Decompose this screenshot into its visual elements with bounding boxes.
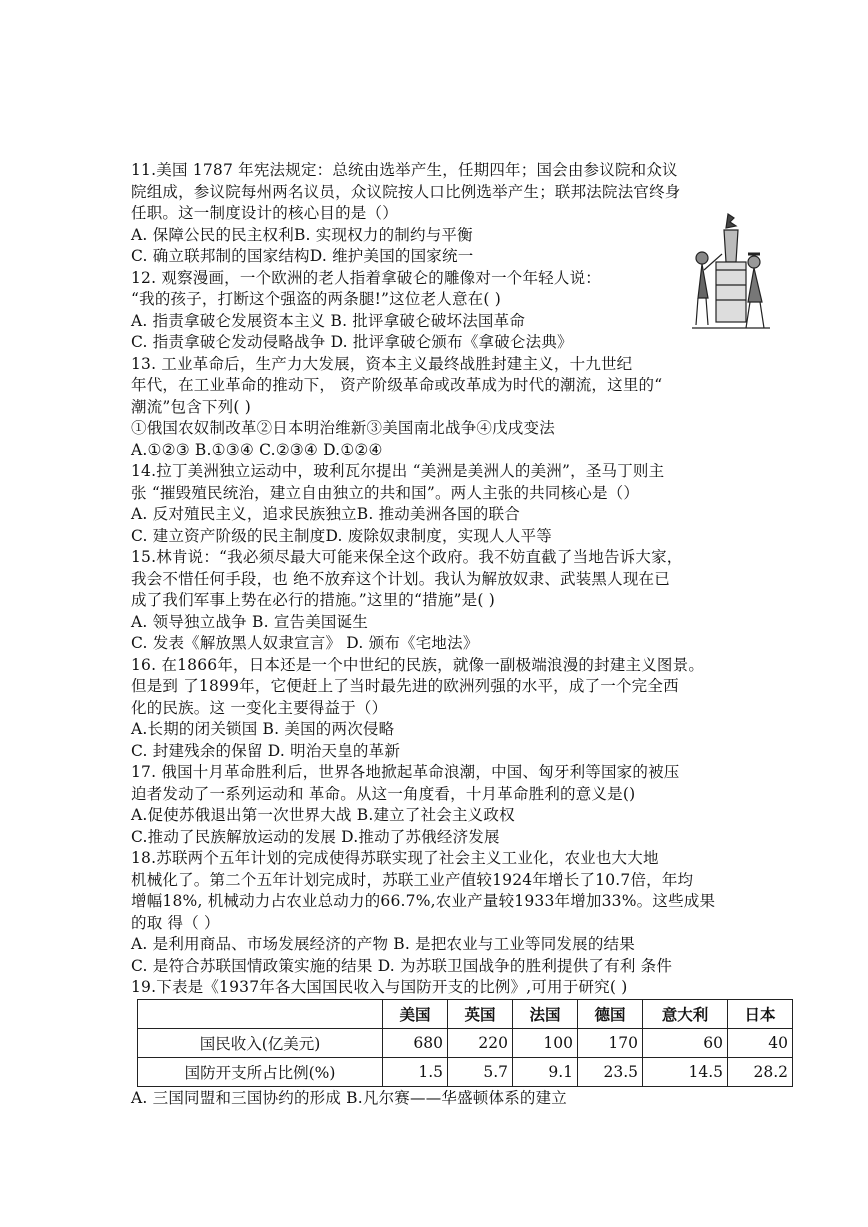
text-line: 18.苏联两个五年计划的完成使得苏联实现了社会主义工业化，农业也大大地 <box>131 849 659 867</box>
napoleon-cartoon-image <box>690 210 770 332</box>
text-line: 年代，在工业革命的推动下， 资产阶级革命或改革成为时代的潮流，这里的“ <box>131 376 663 394</box>
table-header-cell: 法国 <box>513 1000 578 1029</box>
text-line: A. 是利用商品、市场发展经济的产物 B. 是把农业与工业等同发展的结果 <box>131 935 635 953</box>
table-cell: 220 <box>448 1029 513 1058</box>
table-cell: 国民收入(亿美元) <box>138 1029 383 1058</box>
text-line: 张 “摧毁殖民统治，建立自由独立的共和国”。两人主张的共同核心是（） <box>131 483 640 502</box>
table-header-cell: 英国 <box>448 1000 513 1029</box>
table-header-cell: 日本 <box>728 1000 793 1029</box>
text-line: 15.林肯说：“我必须尽最大可能来保全这个政府。我不妨直截了当地告诉大家， <box>131 548 683 566</box>
text-line: 17. 俄国十月革命胜利后，世界各地掀起革命浪潮，中国、匈牙利等国家的被压 <box>131 763 680 781</box>
text-line: 任职。这一制度设计的核心目的是（） <box>131 204 398 222</box>
table-row <box>138 1029 793 1058</box>
text-line: “我的孩子，打断这个强盗的两条腿!”这位老人意在( ) <box>131 290 501 308</box>
text-line: A.长期的闭关锁国 B. 美国的两次侵略 <box>131 720 395 738</box>
text-line: 14.拉丁美洲独立运动中，玻利瓦尔提出 “美洲是美洲人的美洲”，圣马丁则主 <box>131 462 665 480</box>
text-line: 但是到 了1899年，它便赶上了当时最先进的欧洲列强的水平，成了一个完全西 <box>131 677 679 695</box>
data-table <box>137 999 793 1087</box>
table-cell: 170 <box>578 1029 643 1058</box>
table-cell: 100 <box>513 1029 578 1058</box>
text-line: C. 发表《解放黑人奴隶宣言》 D. 颁布《宅地法》 <box>131 634 479 652</box>
text-line: C. 确立联邦制的国家结构D. 维护美国的国家统一 <box>131 247 474 265</box>
text-line: C. 建立资产阶级的民主制度D. 废除奴隶制度，实现人人平等 <box>131 526 552 545</box>
table-cell: 60 <box>643 1029 728 1058</box>
text-line: A. 保障公民的民主权利B. 实现权力的制约与平衡 <box>131 225 473 244</box>
table-header-cell: 美国 <box>383 1000 448 1029</box>
table-cell: 23.5 <box>578 1058 643 1087</box>
table-header-cell: 意大利 <box>643 1000 728 1029</box>
text-line: 化的民族。这 一变化主要得益于（） <box>131 698 388 717</box>
text-line: 的取 得（ ） <box>131 913 220 932</box>
text-line: 19.下表是《1937年各大国国民收入与国防开支的比例》,可用于研究( ) <box>131 978 628 996</box>
text-line: 我会不惜任何手段，也 绝不放弃这个计划。我认为解放奴隶、武装黑人现在已 <box>131 569 670 588</box>
text-line: A. 反对殖民主义，追求民族独立B. 推动美洲各国的联合 <box>131 505 520 523</box>
text-line: 潮流”包含下列( ) <box>131 397 251 416</box>
text-line: 成了我们军事上势在必行的措施。”这里的“措施”是( ) <box>131 591 495 609</box>
answer-option-line: A. 三国同盟和三国协约的形成 B.凡尔赛——华盛顿体系的建立 <box>131 1089 567 1107</box>
table-cell: 5.7 <box>448 1058 513 1087</box>
table-cell: 1.5 <box>383 1058 448 1087</box>
text-line: C.推动了民族解放运动的发展 D.推动了苏俄经济发展 <box>131 827 500 846</box>
text-line: 院组成，参议院每州两名议员，众议院按人口比例选举产生；联邦法院法官终身 <box>131 182 681 201</box>
table-cell: 40 <box>728 1029 793 1058</box>
text-line: 12. 观察漫画，一个欧洲的老人指着拿破仑的雕像对一个年轻人说： <box>131 268 601 287</box>
table-header-row <box>138 1000 793 1029</box>
text-line: 增幅18%, 机械动力占农业总动力的66.7%,农业产量较1933年增加33%。这些成果 <box>131 892 716 910</box>
table-cell: 680 <box>383 1029 448 1058</box>
text-line: 11.美国 1787 年宪法规定：总统由选举产生，任期四年；国会由参议院和众议 <box>131 161 678 179</box>
table-header-cell: 德国 <box>578 1000 643 1029</box>
table-row <box>138 1058 793 1087</box>
text-line: C. 封建残余的保留 D. 明治天皇的革新 <box>131 741 401 760</box>
table-cell: 9.1 <box>513 1058 578 1087</box>
table-header-cell <box>138 1000 383 1029</box>
text-line: A.促使苏俄退出第一次世界大战 B.建立了社会主义政权 <box>131 806 515 824</box>
text-line: A.①②③ B.①③④ C.②③④ D.①②④ <box>131 440 383 459</box>
text-line: 16. 在1866年，日本还是一个中世纪的民族，就像一副极端浪漫的封建主义图景。 <box>131 655 705 674</box>
text-line: 13. 工业革命后，生产力大发展，资本主义最终战胜封建主义，十九世纪 <box>131 354 633 373</box>
text-line: 迫者发动了一系列运动和 革命。从这一角度看，十月革命胜利的意义是() <box>131 784 636 803</box>
text-line: A. 指责拿破仑发展资本主义 B. 批评拿破仑破坏法国革命 <box>131 311 526 330</box>
text-line: C. 指责拿破仑发动侵略战争 D. 批评拿破仑颁布《拿破仑法典》 <box>131 333 573 351</box>
text-line: A. 领导独立战争 B. 宣告美国诞生 <box>131 612 369 631</box>
table-cell: 国防开支所占比例(%) <box>138 1058 383 1087</box>
text-line: C. 是符合苏联国情政策实施的结果 D. 为苏联卫国战争的胜利提供了有利 条件 <box>131 956 673 975</box>
text-line: 机械化了。第二个五年计划完成时，苏联工业产值较1924年增长了10.7倍，年均 <box>131 870 694 889</box>
table-cell: 14.5 <box>643 1058 728 1087</box>
table-cell: 28.2 <box>728 1058 793 1087</box>
text-line: ①俄国农奴制改革②日本明治维新③美国南北战争④戊戌变法 <box>131 419 555 437</box>
